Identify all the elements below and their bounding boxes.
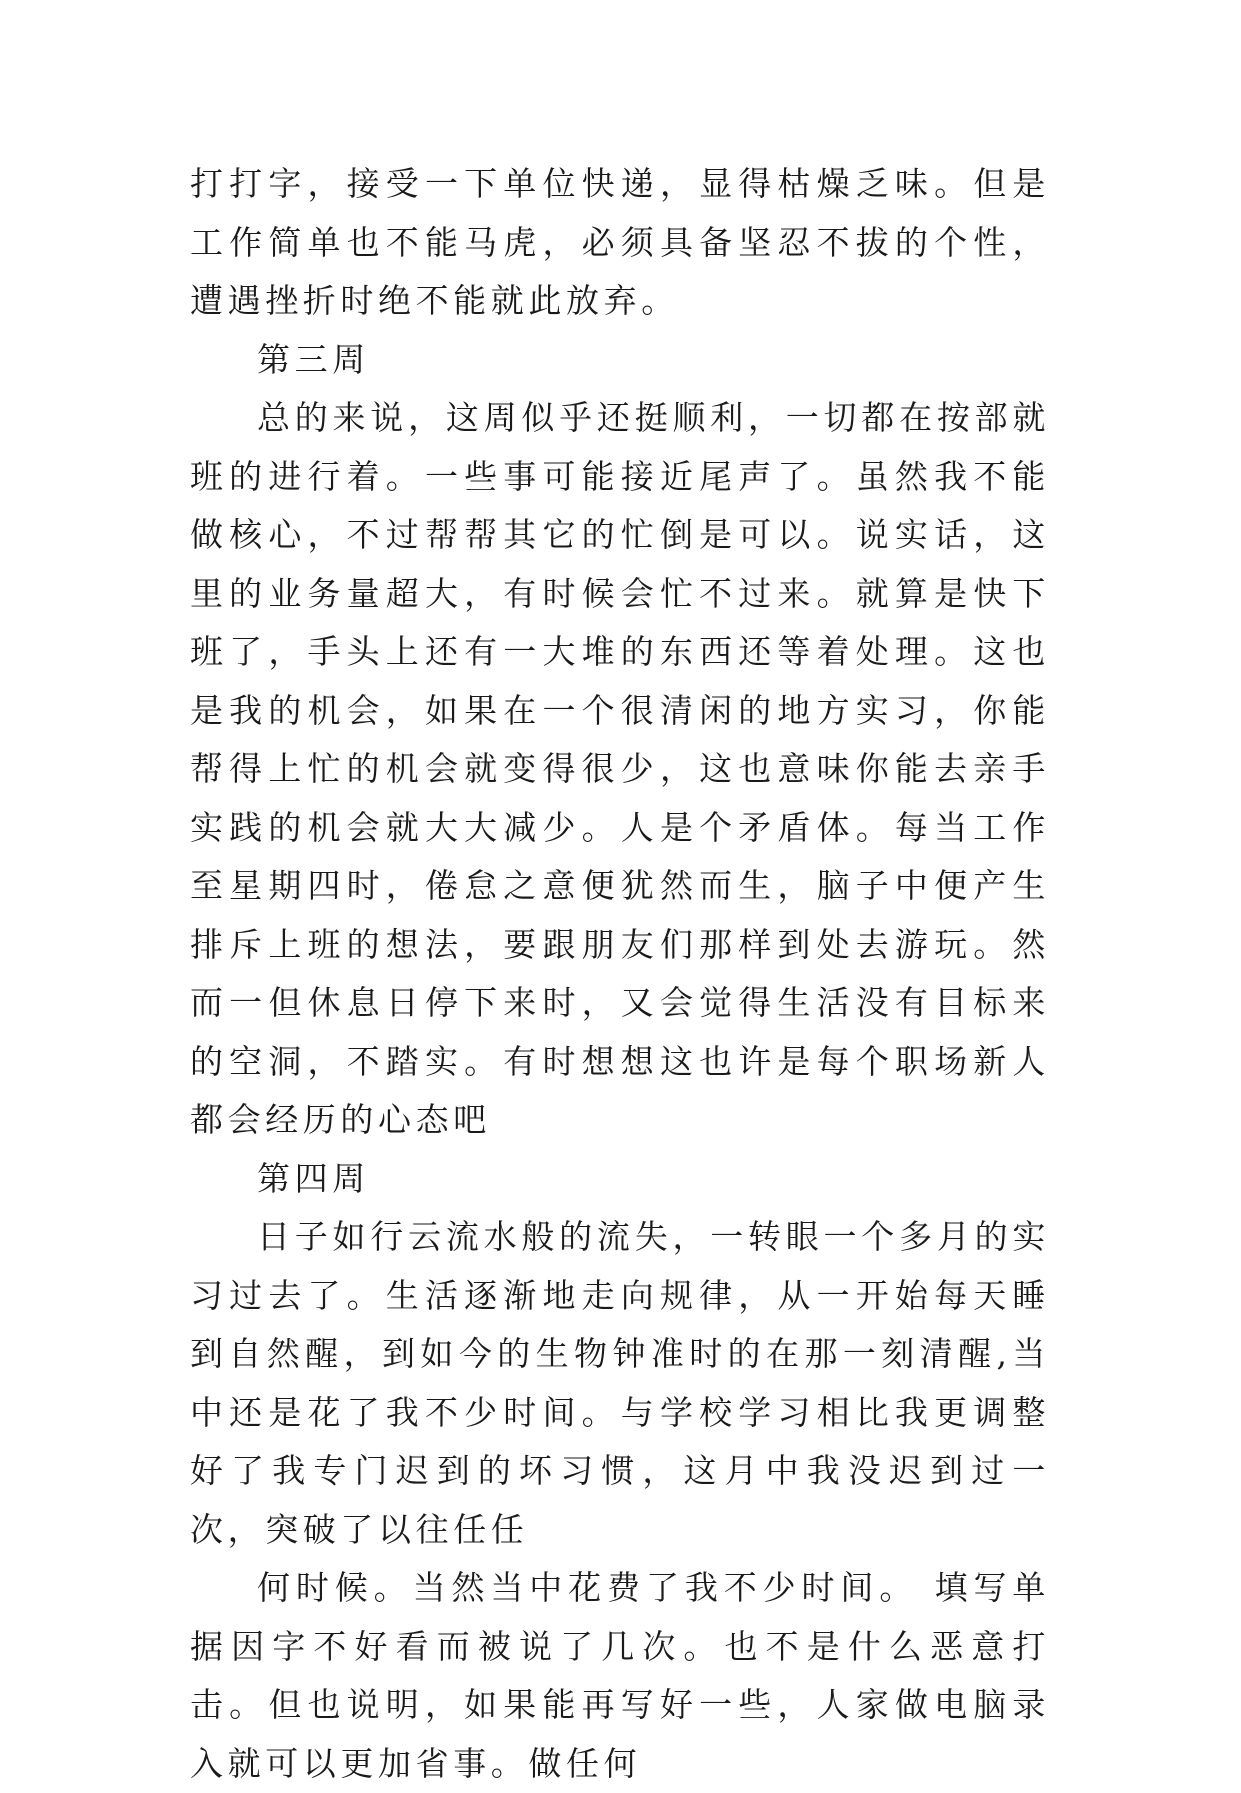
paragraph-week-three: 总的来说，这周似乎还挺顺利，一切都在按部就班的进行着。一些事可能接近尾声了。虽然我不能做核心，不过帮帮其它的忙倒是可以。说实话，这里的业务量超大，有时候会忙不过来。就算是快下班了，手头上还有一大堆的东西还等着处理。这也是我的机会，如果在一个很清闲的地方实习，你能帮得上忙的机会就变得很少，这也意味你能去亲手实践的机会就大大减少。人是个矛盾体。每当工作至星期四时，倦怠之意便犹然而生，脑子中便产生排斥上班的想法，要跟朋友们那样到处去游玩。然而一但休息日停下来时，又会觉得生活没有目标来的空洞，不踏实。有时想想这也许是每个职场新人都会经历的心态吧: [190, 398, 1050, 1139]
paragraph-intro: 打打字，接受一下单位快递，显得枯燥乏味。但是工作简单也不能马虎，必须具备坚忍不拔的个性，遭遇挫折时绝不能就此放弃。: [190, 164, 1050, 320]
paragraph-week-four: 日子如行云流水般的流失，一转眼一个多月的实习过去了。生活逐渐地走向规律，从一开始每天睡到自然醒，到如今的生物钟准时的在那一刻清醒,当中还是花了我不少时间。与学校学习相比我更调整好了我专门迟到的坏习惯，这月中我没迟到过一次，突破了以往任任: [190, 1217, 1050, 1549]
heading-week-three: 第三周: [257, 339, 370, 379]
paragraph-continuation: 何时候。当然当中花费了我不少时间。 填写单据因字不好看而被说了几次。也不是什么恶意打击。但也说明，如果能再写好一些，人家做电脑录入就可以更加省事。做任何: [190, 1568, 1050, 1783]
document-body: [190, 155, 1050, 1793]
heading-week-four: 第四周: [257, 1158, 370, 1198]
